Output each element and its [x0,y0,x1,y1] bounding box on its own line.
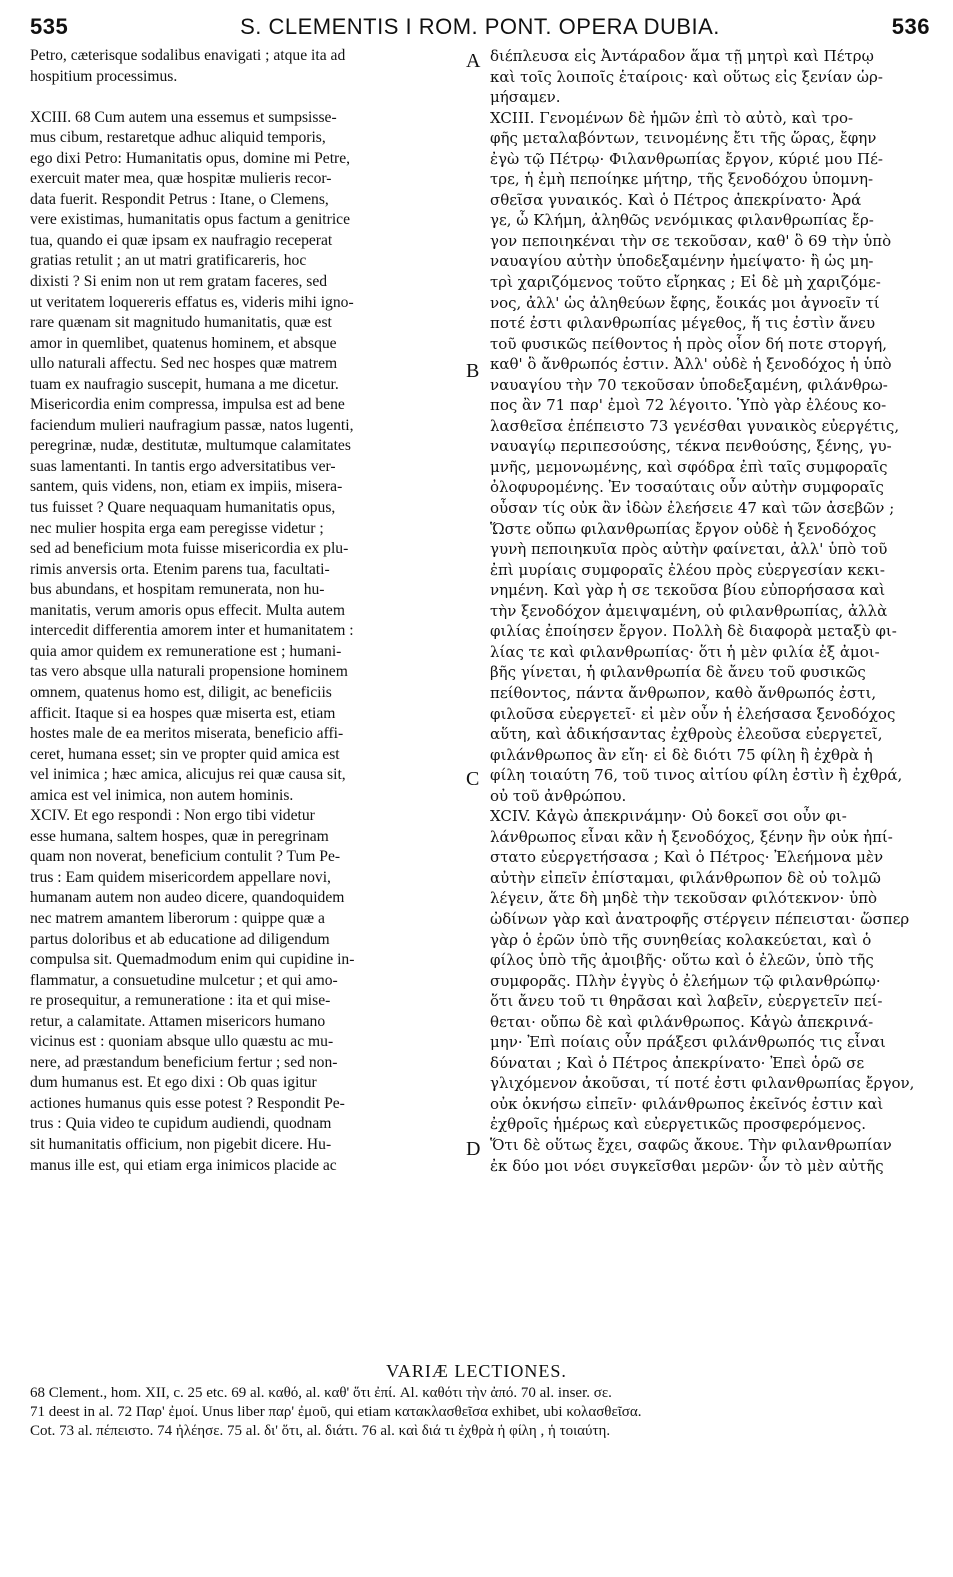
variae-line: 68 Clement., hom. XII, c. 25 etc. 69 al. καθό, al. καθ' ὅτι ἐπί. Al. καθότι τὴν ἀπό. 70 al. inser. σε. [30,1385,612,1401]
latin-text-line: amor in quemlibet, quatenus hominem, et absque [30,334,337,352]
latin-text-line: hospitium processimus. [30,67,178,85]
greek-text-line: ἐχθροῖς ἡμέρως καὶ εὐεργετικῶς προσφερόμενος. [490,1115,867,1134]
latin-text-line: afficit. Itaque si ea hospes quæ miserta est, etiam [30,704,336,722]
greek-text-line: γε, ὦ Κλήμη, ἀληθῶς νενόμικας φιλανθρωπίας ἔρ- [490,211,874,230]
latin-text-line: tus fuisset ? Quare nequaquam humanitatis opus, [30,499,336,517]
page-header [30,14,930,44]
greek-text-line: Ὅτι δὲ οὕτως ἔχει, σαφῶς ἄκουε. Τὴν φιλανθρωπίαν [490,1135,892,1154]
latin-text-line: exercuit mater mea, quæ hospitæ mulieris recor- [30,170,332,188]
latin-text-line: vere existimas, humanitatis opus factum a genitrice [30,211,351,229]
latin-text-line: flammatur, a consuetudine mulcetur ; et qui amo- [30,971,338,989]
variae-lectiones-title: VARIÆ LECTIONES. [386,1361,567,1381]
latin-text-line: omnem, quatenus homo est, diligit, ac beneficiis [30,683,332,701]
latin-text-line: quam non noverat, beneficium contulit ? Tum Pe- [30,848,341,866]
greek-text-line: μήσαμεν. [490,88,561,107]
greek-text-line: φίλη τοιαύτη 76, τοῦ τινος αἰτίου φίλη ἐστὶν ἢ ἐχθρά, [490,766,903,785]
latin-text-line: nec mulier hospita erga eam peregisse videtur ; [30,519,324,537]
greek-text-line: τρὶ χαριζόμενος τοῦτο εἴρηκας ; Εἰ δὲ μὴ χαριζόμε- [490,273,881,292]
latin-text-line: trus : Eam quidem misericordem appellare novi, [30,868,331,886]
greek-text-line: ναυαγίου αὐτὴν ὑποδεξαμένην ἠμείψατο· ἢ ὡς μη- [490,252,874,271]
greek-text-line: καὶ τοῖς λοιποῖς ἑταίροις· καὶ οὕτως εἰς ξενίαν ὡρ- [490,67,883,86]
latin-text-line: tas vero absque ulla naturali propensione hominem [30,663,348,681]
greek-text-line: φιλάνθρωπος ἂν εἴη· εἰ δὲ διότι 75 φίλη ἢ ἐχθρὰ ἡ [490,745,873,764]
latin-text-line: ut veritatem loquereris effatus es, videris mihi igno- [30,293,354,311]
greek-text-line: μνῆς, μεμονωμένης, καὶ σφόδρα ἐπὶ ταῖς συμφοραῖς [490,457,888,476]
latin-text-line: XCIII. 68 Cum autem una essemus et sumpsisse- [30,108,337,126]
greek-column [490,46,936,1176]
greek-text-line: αὐτὴν εἰπεῖν ἐπίσταμαι, φιλάνθρωπον δὲ οὐ τολμῶ [490,868,881,887]
latin-text-line: actiones humanus quis esse potest ? Respondit Pe- [30,1094,345,1112]
variae-line: Cot. 73 al. πέπειστο. 74 ἠλέησε. 75 al. δι' ὅτι, al. διάτι. 76 al. καὶ διά τι ἐχθρὰ ἡ φίλη , ἡ τοιαύτη. [30,1423,611,1439]
latin-column [30,46,462,1176]
greek-text-line: καθ' ὃ ἄνθρωπός ἐστιν. Ἀλλ' οὐδὲ ἡ ξενοδόχος ἡ ὑπὸ [490,355,892,374]
greek-text-line: ὀλοφυρομένης. Ἐν τοσαύταις οὖν αὐτὴν συμφοραῖς [490,478,884,497]
right-page-number: 536 [891,14,930,39]
margin-marker-d: D [466,1138,481,1160]
latin-text-line: nec matrem amantem liberorum : quippe quæ a [30,909,325,927]
greek-text-line: βῆς γίνεται, ἡ φιλανθρωπία δὲ ἄνευ τοῦ φυσικῶς [490,663,866,682]
latin-text-line [30,87,462,108]
greek-text-line: ναυαγίου τὴν 70 τεκοῦσαν ὑποδεξαμένη, φιλάνθρω- [490,375,888,394]
latin-text-line: quia amor quidem ex remuneratione est ; humani- [30,642,342,660]
greek-text-line: τοῦ φυσικῶς πείθοντος ἡ πρὸς οἷον δή ποτε στοργή, [490,334,888,353]
greek-text-line: φῆς μεταλαβόντων, τεινομένης ἔτι τῆς ὥρας, ἔφην [490,129,877,148]
greek-text-line: νημένη. Καὶ γὰρ ἡ σε τεκοῦσα βίου εὐπορήσασα καὶ [490,581,886,600]
greek-text-line: ἐγὼ τῷ Πέτρῳ· Φιλανθρωπίας ἔργον, κύριέ μου Πέ- [490,149,883,168]
latin-text-line: vicinus est : quoniam absque ullo quæstu ac mu- [30,1033,334,1051]
greek-text-line: πος ἂν 71 παρ' ἐμοὶ 72 λέγοιτο. Ὑπὸ γὰρ ἐλέους κο- [490,396,887,415]
latin-text-line: ceret, humana esset; sin ve propter quid amica est [30,745,340,763]
latin-text-line: mus cibum, restaretque adhuc aliquid temporis, [30,129,326,147]
greek-text-line: XCIV. Κἀγὼ ἀπεκρινάμην· Οὐ δοκεῖ σοι οὖν φι- [490,807,847,826]
greek-text-line: γον πεποιηκέναι τὴν σε τεκοῦσαν, καθ' ὃ 69 τὴν ὑπὸ [490,231,892,250]
greek-text-line: μην· Ἐπὶ ποίαις οὖν πράξεσι φιλάνθρωπός τις εἶναι [490,1033,886,1052]
greek-text-line: ὅτι ἄνευ τοῦ τι θηρᾶσαι καὶ λαβεῖν, εὐεργετεῖν πεί- [490,992,883,1011]
latin-text-line: tua, quando ei quæ ipsam ex naufragio receperat [30,231,333,249]
latin-text-line: dum humanus est. Et ego dixi : Ob quas igitur [30,1074,317,1092]
latin-text-line: manus ille est, qui etiam erga inimicos placide ac [30,1156,337,1174]
latin-text-line: suas lamentanti. In tantis ergo adversitatibus ver- [30,457,336,475]
latin-text-line: bus abundans, et hospitam remunerata, non hu- [30,581,325,599]
latin-text-line: amica est vel inimica, non autem hominis. [30,786,294,804]
margin-marker-b: B [466,360,480,382]
greek-text-line: αὕτη, καὶ ἀδικήσαντας ἐχθροὺς ἐλεοῦσα εὐεργετεῖ, [490,725,883,744]
latin-text-line: nere, ad præstandum beneficium fertur ; sed non- [30,1053,338,1071]
greek-text-line: πείθοντος, πάντα ἄνθρωπον, καθὸ ἄνθρωπός ἐστι, [490,683,877,702]
latin-text-line: retur, a calamitate. Attamen misericors humano [30,1012,326,1030]
greek-text-line: συμφορᾶς. Πλὴν ἐγγὺς ὁ ἐλεήμων τῷ φιλανθρώπῳ· [490,971,881,990]
latin-text-line: rare quænam sit magnitudo humanitatis, quæ est [30,314,332,332]
latin-text-line: compulsa sit. Quemadmodum enim qui cupidine in- [30,951,355,969]
latin-text-line: gratias retulit ; an ut matri gratificareris, hoc [30,252,307,270]
greek-text-line: νος, ἀλλ' ὡς ἀληθεύων ἔφης, ἔοικάς μοι ἀγνοεῖν τί [490,293,880,312]
latin-text-line: XCIV. Et ego respondi : Non ergo tibi videtur [30,807,315,825]
variae-lectiones [30,1384,940,1441]
greek-text-line: δύναται ; Καὶ ὁ Πέτρος ἀπεκρίνατο· Ἐπεὶ ὁρῶ σε [490,1053,865,1072]
greek-text-line: τὴν ξενοδόχον ἀμειψαμένη, οὐ φιλανθρωπίας, ἀλλὰ [490,601,888,620]
latin-text-line: sit humanitatis officium, non pigebit dicere. Hu- [30,1135,332,1153]
latin-text-line: hostes male de ea meritos miserata, beneficio affi- [30,725,344,743]
latin-text-line: esse humana, saltem hospes, quæ in peregrinam [30,827,329,845]
latin-text-line: intercedit differentia amorem inter et humanitatem : [30,622,354,640]
greek-text-line: λίας τε καὶ φιλανθρωπίας· ὅτι ἡ μὲν φιλία ἐξ ἀμοι- [490,642,880,661]
greek-text-line: οὐ τοῦ ἀνθρώπου. [490,786,627,805]
greek-text-line: γὰρ ὁ ἐρῶν ὑπὸ τῆς συνηθείας κολακεύεται, καὶ ὁ [490,930,872,949]
margin-marker-c: C [466,768,480,790]
greek-text-line: λασθεῖσα ἐπέπειστο 73 γενέσθαι γυναικὸς εὐεργέτις, [490,416,900,435]
greek-text-line: Ὥστε οὔπω φιλανθρωπίας ἔργον οὐδὲ ἡ ξενοδόχος [490,519,877,538]
variae-line: 71 deest in al. 72 Παρ' ἐμοί. Unus liber παρ' ἐμοῦ, qui etiam κατακλασθεῖσα exhibet, ubi κολασθεῖσα. [30,1404,642,1420]
greek-text-line: φιλοῦσα εὐεργετεῖ· εἰ μὲν οὖν ἡ ἐλεήσασα ξενοδόχος [490,704,896,723]
latin-text-line: faciendum mulieri naufragium passæ, natos lugenti, [30,416,354,434]
greek-text-line: λέγειν, ἅτε δὴ μηδὲ τὴν τεκοῦσαν φιλότεκνον· ὑπὸ [490,889,878,908]
greek-text-line: φίλος ὑπὸ τῆς ἀμοιβῆς· οὕτω καὶ ὁ ἐλεῶν, ὑπὸ τῆς [490,951,874,970]
latin-text-line: partus doloribus et ab educatione ad diligendum [30,930,330,948]
greek-text-line: στατο εὐεργετήσασα ; Καὶ ὁ Πέτρος· Ἐλεήμονα μὲν [490,848,884,867]
greek-text-line: σθεῖσα γυναικός. Καὶ ὁ Πέτρος ἀπεκρίνατο· Ἀρά [490,190,862,209]
latin-text-line: Misericordia enim compressa, impulsa est ad bene [30,396,345,414]
greek-text-line: ἐπὶ μυρίαις συμφοραῖς ἐλέου πρὸς εὐεργεσίαν κεκι- [490,560,885,579]
greek-text-line: οὐκ ὀκνήσω εἰπεῖν· φιλάνθρωπος ἐκεῖνός ἐστιν καὶ [490,1094,884,1113]
greek-text-line: XCIII. Γενομένων δὲ ἡμῶν ἐπὶ τὸ αὐτὸ, καὶ τρο- [490,108,854,127]
latin-text-line: data fuerit. Respondit Petrus : Itane, o Clemens, [30,190,329,208]
greek-text-line: ὠδίνων γὰρ καὶ ἀνατροφῆς στέργειν πέπεισται· ὥσπερ [490,909,910,928]
latin-text-line: peregrinæ, nudæ, destitutæ, multumque calamitates [30,437,351,455]
latin-text-line: rimis anversis orta. Etenim parens tua, facultati- [30,560,330,578]
latin-text-line: tuam ex naufragio suscepit, humana a me dicetur. [30,375,339,393]
latin-text-line: santem, quis videns, non, etiam ex impiis, misera- [30,478,343,496]
latin-text-line: trus : Quia video te cupidum audiendi, quodnam [30,1115,332,1133]
latin-text-line: humanam autem non audeo dicere, quandoquidem [30,889,345,907]
greek-text-line: ναυαγίῳ περιπεσούσης, τέκνα πενθούσης, ξένης, γυ- [490,437,892,456]
greek-text-line: λάνθρωπος εἶναι κἂν ἡ ξενοδόχος, ξένην ἣν οὐκ ἠπί- [490,827,893,846]
greek-text-line: γλιχόμενον ἀκοῦσαι, τί ποτέ ἐστι φιλανθρωπίας ἔργον, [490,1074,915,1093]
latin-text-line: dixisti ? Si enim non ut rem gratam faceres, sed [30,273,328,291]
greek-text-line: ἐκ δύο μοι νόει συγκεῖσθαι μερῶν· ὧν τὸ μὲν αὐτῆς [490,1156,884,1175]
greek-text-line: διέπλευσα εἰς Ἀντάραδον ἅμα τῇ μητρὶ καὶ Πέτρῳ [490,47,874,65]
latin-text-line: manitatis, verum amoris opus effecit. Multa autem [30,601,345,619]
latin-text-line: vel inimica ; hæc amica, alicujus rei quæ causa sit, [30,766,346,784]
greek-text-line: οὖσαν τίς οὐκ ἂν ἰδὼν ἐλεήσειε 47 καὶ τῶν ἀσεβῶν ; [490,499,895,518]
latin-text-line: re prosequitur, a remuneratione : ita et qui mise- [30,992,331,1010]
latin-text-line: ullo naturali affectu. Sed nec hospes quæ matrem [30,355,338,373]
greek-text-line: ποτέ ἐστι φιλανθρωπίας μέγεθος, ἥ τις ἐστὶν ἄνευ [490,314,876,333]
running-title: S. CLEMENTIS I ROM. PONT. OPERA DUBIA. [240,14,720,39]
margin-marker-a: A [466,50,481,72]
greek-text-line: θεται· οὔπω δὲ καὶ φιλάνθρωπος. Κἀγὼ ἀπεκρινά- [490,1012,874,1031]
latin-text-line: Petro, cæterisque sodalibus enavigati ; atque ita ad [30,47,346,64]
greek-text-line: τρε, ἡ ἐμὴ πεποίηκε μήτηρ, τῆς ξενοδόχου ὑπομνη- [490,170,874,189]
greek-text-line: γυνὴ πεποιηκυῖα πρὸς αὐτὴν φαίνεται, ἀλλ' ὑπὸ τοῦ [490,540,888,559]
latin-text-line: sed ad beneficium mota fuisse misericordia ex plu- [30,540,349,558]
latin-text-line: ego dixi Petro: Humanitatis opus, domine mi Petre, [30,149,351,167]
greek-text-line: φιλίας ἐποίησεν ἔργον. Πολλὴ δὲ διαφορὰ μεταξὺ φι- [490,622,897,641]
left-page-number: 535 [30,14,69,39]
